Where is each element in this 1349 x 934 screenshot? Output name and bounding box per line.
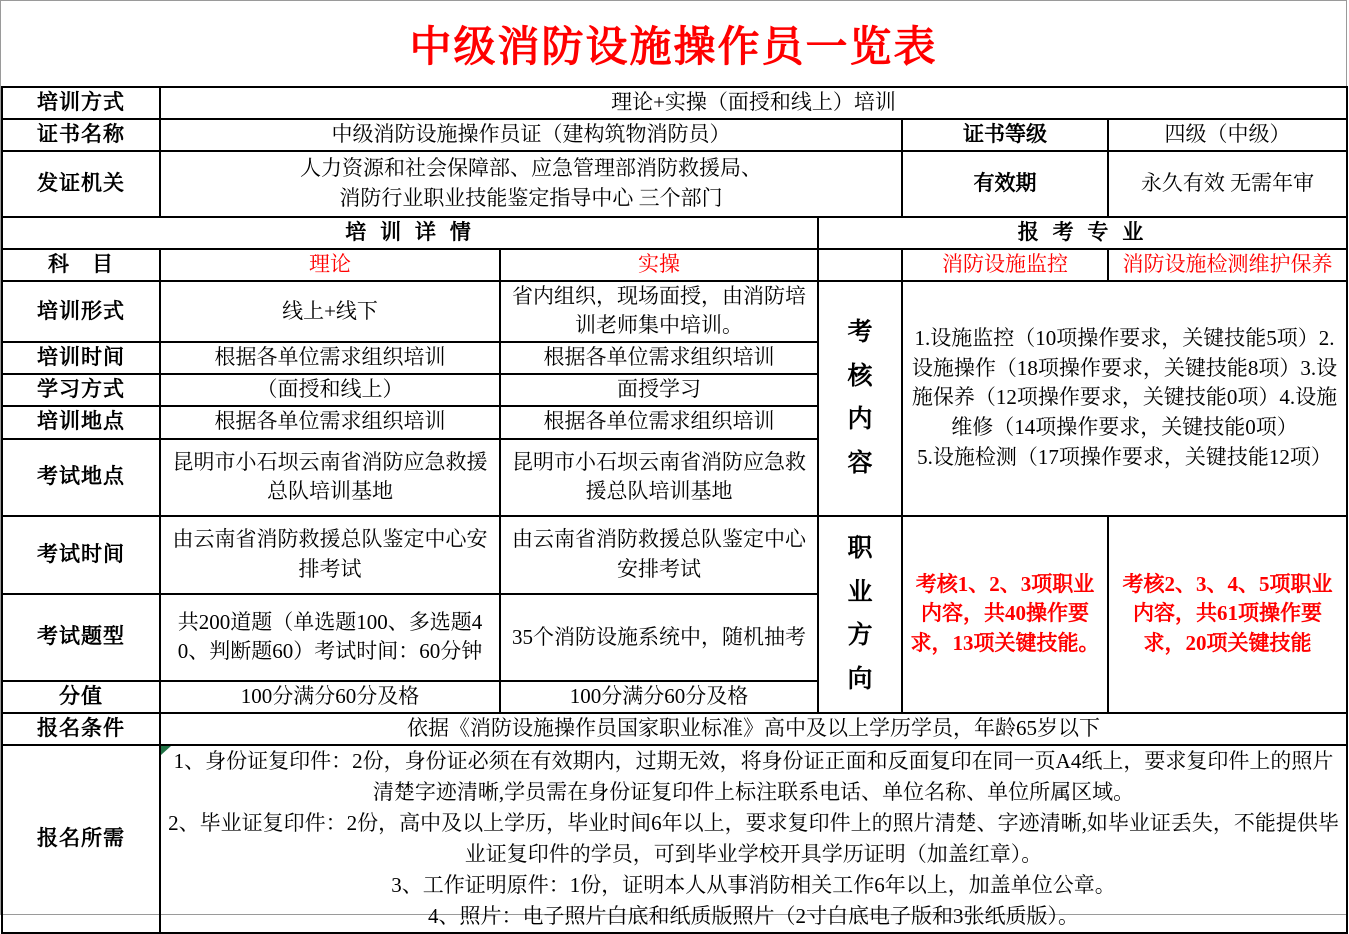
- certificate-grade-label: 证书等级: [902, 119, 1108, 151]
- row-subjects: [2, 249, 1347, 281]
- conditions-label: 报名条件: [2, 713, 160, 745]
- training-time-label: 培训时间: [2, 342, 160, 374]
- career-label-cell: [818, 516, 902, 713]
- exam-type-theory: 共200道题（单选题100、多选题40、判断题60）考试时间：60分钟: [160, 594, 500, 681]
- validity-label: 有效期: [902, 151, 1108, 217]
- exam-place-practice: 昆明市小石坝云南省消防应急救援总队培训基地: [500, 439, 818, 516]
- row-training-form: [2, 281, 1347, 343]
- assessment-items-1-4: 1.设施监控（10项操作要求，关键技能5项）2.设施操作（18项操作要求，关键技能8项）3.设施保养（12项操作要求，关键技能0项）4.设施维修（14项操作要求，关键技能0项）: [911, 325, 1338, 440]
- exam-type-practice: 35个消防设施系统中，随机抽考: [500, 594, 818, 681]
- score-practice: 100分满分60分及格: [500, 681, 818, 713]
- certificate-name-value: 中级消防设施操作员证（建构筑物消防员）: [160, 119, 902, 151]
- training-method-label: 培训方式: [2, 87, 160, 119]
- page-title: 中级消防设施操作员一览表: [409, 24, 938, 71]
- major1-header: 消防设施监控: [902, 249, 1108, 281]
- training-form-theory: 线上+线下: [160, 281, 500, 343]
- issuer-line1: 人力资源和社会保障部、应急管理部消防救援局、: [300, 156, 762, 180]
- training-detail-header: 培 训 详 情: [2, 217, 818, 249]
- materials-item-4: 4、照片：电子照片白底和纸质版照片（2寸白底电子版和3张纸质版）。: [428, 903, 1079, 928]
- row-exam-time: [2, 516, 1347, 594]
- validity-value: 永久有效 无需年审: [1108, 151, 1347, 217]
- majors-header: 报 考 专 业: [818, 217, 1347, 249]
- training-time-practice: 根据各单位需求组织培训: [500, 342, 818, 374]
- exam-place-theory: 昆明市小石坝云南省消防应急救援总队培训基地: [160, 439, 500, 516]
- major2-header: 消防设施检测维护保养: [1108, 249, 1347, 281]
- training-place-theory: 根据各单位需求组织培训: [160, 406, 500, 439]
- overview-table: [1, 86, 1348, 934]
- subject-practice: 实操: [500, 249, 818, 281]
- training-time-theory: 根据各单位需求组织培训: [160, 342, 500, 374]
- materials-item-1: 1、身份证复印件：2份，身份证必须在有效期内，过期无效，将身份证正面和反面复印在同一页A4纸上，要求复印件上的照片清楚字迹清晰,学员需在身份证复印件上标注联系电话、单位名称、单位所属区域。: [173, 748, 1334, 804]
- conditions-value: 依据《消防设施操作员国家职业标准》高中及以上学历学员，年龄65岁以下: [160, 713, 1347, 745]
- materials-item-3: 3、工作证明原件：1份，证明本人从事消防相关工作6年以上，加盖单位公章。: [391, 872, 1116, 897]
- issuer-line2: 消防行业职业技能鉴定指导中心 三个部门: [339, 185, 723, 210]
- exam-time-theory: 由云南省消防救援总队鉴定中心安排考试: [160, 516, 500, 594]
- row-section-headers: [2, 217, 1347, 249]
- materials-label: 报名所需: [2, 745, 160, 933]
- issuer-value: [160, 151, 902, 217]
- career-major1-value: 考核1、2、3项职业内容，共40操作要求，13项关键技能。: [902, 516, 1108, 713]
- exam-time-practice: 由云南省消防救援总队鉴定中心安排考试: [500, 516, 818, 594]
- training-place-practice: 根据各单位需求组织培训: [500, 406, 818, 439]
- training-form-label: 培训形式: [2, 281, 160, 343]
- certificate-name-label: 证书名称: [2, 119, 160, 151]
- materials-value-cell: [160, 745, 1347, 933]
- row-issuer: [2, 151, 1347, 217]
- row-certificate: [2, 119, 1347, 151]
- subjects-spacer-cell: [818, 249, 902, 281]
- materials-item-2: 2、毕业证复印件：2份，高中及以上学历，毕业时间6年以上，要求复印件上的照片清楚、字迹清晰,如毕业证丢失，不能提供毕业证复印件的学员，可到毕业学校开具学历证明（加盖红章）。: [168, 810, 1339, 866]
- study-mode-label: 学习方式: [2, 374, 160, 406]
- career-label: 职业方向: [847, 533, 873, 694]
- study-mode-theory: （面授和线上）: [160, 374, 500, 406]
- assessment-label: 考核内容: [847, 317, 873, 477]
- row-materials: [2, 745, 1347, 933]
- exam-type-label: 考试题型: [2, 594, 160, 681]
- assessment-label-cell: [818, 281, 902, 516]
- career-major2-value: 考核2、3、4、5项职业内容，共61项操作要求，20项关键技能: [1108, 516, 1347, 713]
- exam-place-label: 考试地点: [2, 439, 160, 516]
- study-mode-practice: 面授学习: [500, 374, 818, 406]
- assessment-content-cell: [902, 281, 1347, 516]
- row-training-method: [2, 87, 1347, 119]
- certificate-grade-value: 四级（中级）: [1108, 119, 1347, 151]
- training-method-value: 理论+实操（面授和线上）培训: [160, 87, 1347, 119]
- subject-theory: 理论: [160, 249, 500, 281]
- training-place-label: 培训地点: [2, 406, 160, 439]
- training-form-practice: 省内组织，现场面授，由消防培训老师集中培训。: [500, 281, 818, 343]
- issuer-label: 发证机关: [2, 151, 160, 217]
- subjects-label: 科 目: [2, 249, 160, 281]
- cell-comment-marker: [161, 746, 171, 755]
- row-conditions: [2, 713, 1347, 745]
- assessment-item-5: 5.设施检测（17项操作要求，关键技能12项）: [917, 444, 1332, 469]
- score-theory: 100分满分60分及格: [160, 681, 500, 713]
- score-label: 分值: [2, 681, 160, 713]
- exam-time-label: 考试时间: [2, 516, 160, 594]
